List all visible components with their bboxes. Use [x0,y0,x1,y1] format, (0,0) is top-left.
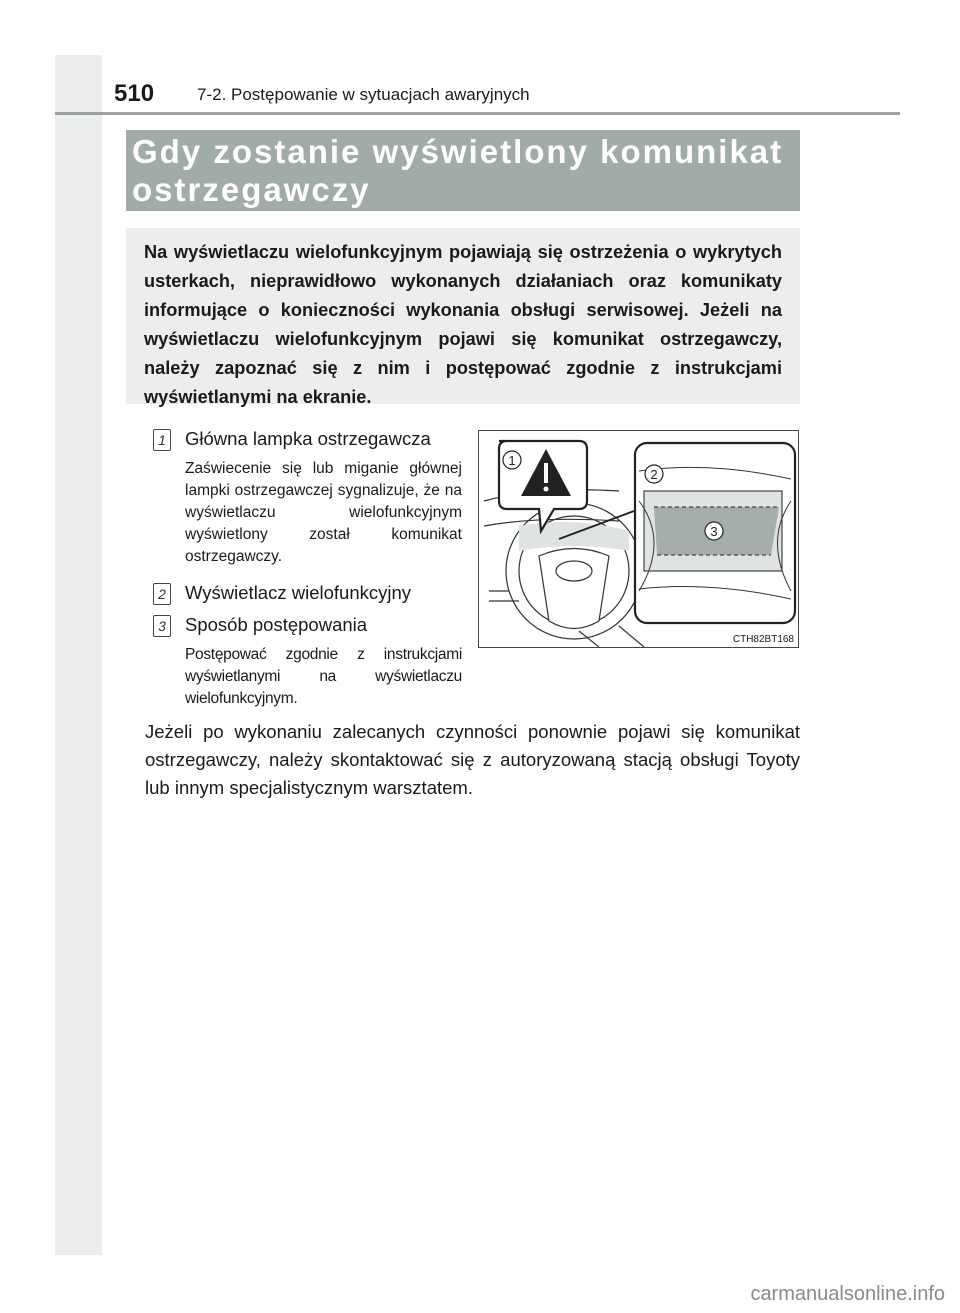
item-description: Postępować zgodnie z instrukcjami wyświetlanymi na wyświetlaczu wielofunkcyjnym. [185,646,462,707]
dashboard-illustration [478,430,799,648]
page-number: 510 [114,80,155,107]
header-rule [55,112,900,115]
title-line: Gdy zostanie wyświetlony komunikat [132,133,784,170]
intro-box: Na wyświetlaczu wielofunkcyjnym pojawiają się ostrzeżenia o wykrytych usterkach, nieprawidłowo wykonanych działaniach oraz komunikaty informujące o konieczności wykonania obsługi serwisowej. Jeżeli na wyświetlaczu wielofunkcyjnym pojawi się komunikat ostrzegawczy, należy zapoznać się z nim i postępować zgodnie z instrukcjami wyświetlanymi na ekranie. [126,228,800,404]
list-item [153,614,367,637]
item-label: Główna lampka ostrzegawcza [185,428,431,449]
item-number: 3 [153,615,171,637]
item-label: Wyświetlacz wielofunkcyjny [185,582,412,603]
watermark: carmanualsonline.info [750,1283,945,1305]
list-item [153,428,431,451]
page-margin-tab [55,55,102,1255]
dashboard-drawing [479,431,798,647]
item-number: 2 [153,583,171,605]
list-item [153,582,411,605]
page-title [126,130,800,211]
section-title: 7-2. Postępowanie w sytuacjach awaryjnych [197,85,530,104]
callout-3: 3 [710,524,718,539]
title-line: ostrzegawczy [132,171,371,208]
item-label: Sposób postępowania [185,614,368,635]
figure-code: CTH82BT168 [732,634,794,645]
item-description: Zaświecenie się lub miganie głównej lampki ostrzegawczej sygnalizuje, że na wyświetlaczu wielofunkcyjnym wyświetlony został komunikat ostrzegawczy. [185,460,462,565]
closing-paragraph: Jeżeli po wykonaniu zalecanych czynności ponownie pojawi się komunikat ostrzegawczy, należy skontaktować się z autoryzowaną stacją obsługi Toyoty lub innym specjalistycznym warsztatem. [145,721,800,798]
callout-1: 1 [508,453,516,468]
callout-2: 2 [650,467,658,482]
item-number: 1 [153,429,171,451]
